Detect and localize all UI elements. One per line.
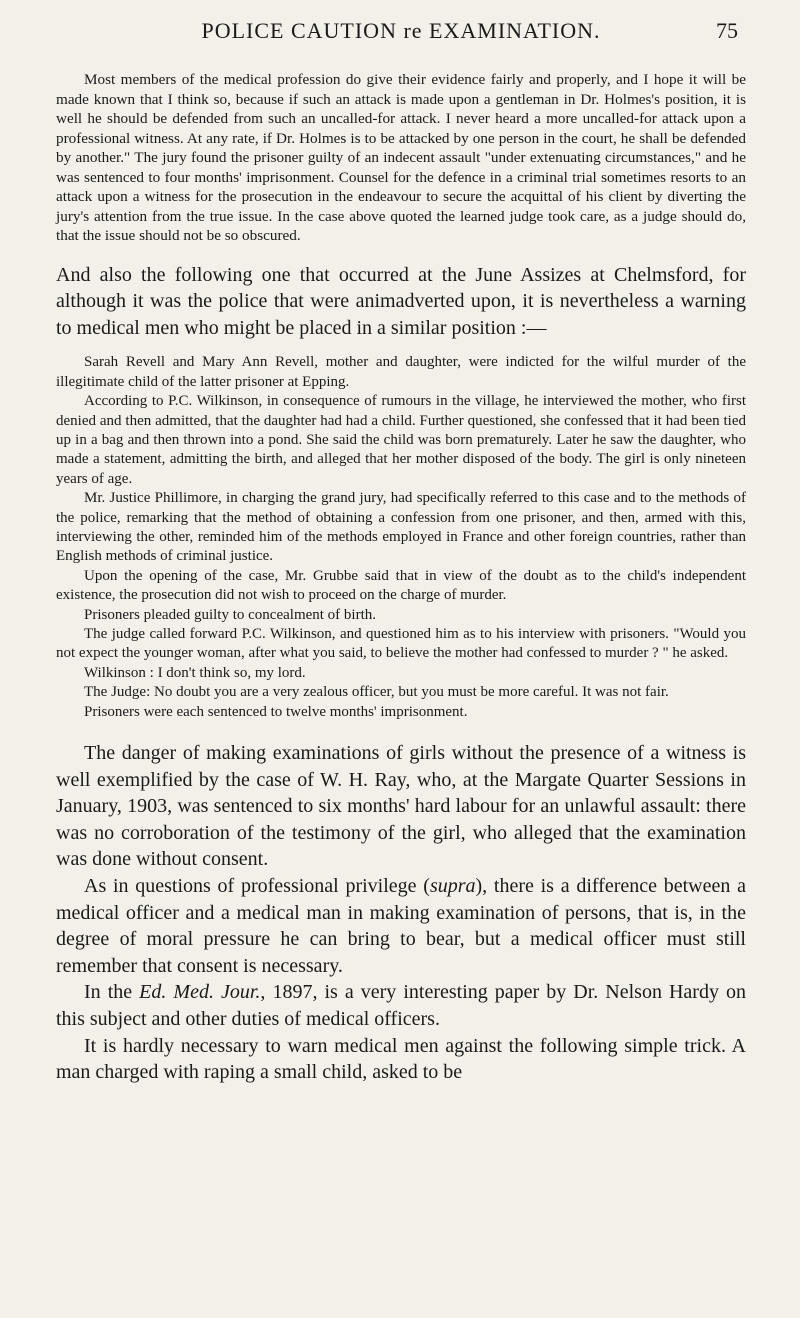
- quote-paragraph: Prisoners were each sentenced to twelve months' imprisonment.: [84, 703, 468, 720]
- paragraph-6: It is hardly necessary to warn medical men against the following simple trick. A man charged with raping a small child, asked to be: [56, 1034, 746, 1084]
- quote-paragraph: Prisoners pleaded guilty to concealment of birth.: [84, 606, 377, 623]
- quote-paragraph: Sarah Revell and Mary Ann Revell, mother and daughter, were indicted for the wilful murder of the illegitimate child of the latter prisoner at Epping.: [56, 354, 746, 390]
- paragraph-5: In the Ed. Med. Jour., 1897, is a very interesting paper by Dr. Nelson Hardy on this subject and other duties of medical officers.: [56, 981, 746, 1030]
- quote-paragraph: The judge called forward P.C. Wilkinson, and questioned him as to his interview with prisoners. "Would you not expect the younger woman, after what you said, to believe the mother had confessed to murder ? " he asked.: [56, 625, 746, 662]
- page-body: [56, 70, 746, 1086]
- quote-paragraph: Mr. Justice Phillimore, in charging the grand jury, had specifically referred to this case and to the methods of the police, remarking that the method of obtaining a confession from one prisoner, and then, armed with this, interviewing the other, reminded him of the methods employed in France and other foreign countries, rather than English methods of criminal justice.: [56, 490, 746, 565]
- paragraph-1: Most members of the medical profession do give their evidence fairly and properly, and I hope it will be made known that I think so, because if such an attack is made upon a gentleman in Dr. Holmes's position, it is well he should be defended from such an uncalled-for attack. I never heard a more uncalled-for attack upon a professional witness. At any rate, if Dr. Holmes is to be attacked by one person in the court, he shall be defended by another." The jury found the prisoner guilty of an indecent assault "under extenuating circumstances," and he was sentenced to four months' imprisonment. Counsel for the defence in a criminal trial sometimes resorts to an attack upon a witness for the prosecution in the endeavour to secure the acquittal of his client by diverting the jury's attention from the true issue. In the case above quoted the learned judge took care, as a judge should do, that the issue should not be so obscured.: [56, 71, 746, 244]
- quote-paragraph: Upon the opening of the case, Mr. Grubbe said that in view of the doubt as to the child's independent existence, the prosecution did not wish to proceed on the charge of murder.: [56, 567, 746, 604]
- running-title: POLICE CAUTION re EXAMINATION.: [201, 18, 601, 43]
- paragraph-3: The danger of making examinations of girls without the presence of a witness is well exemplified by the case of W. H. Ray, who, at the Margate Quarter Sessions in January, 1903, was sentenced to six months' hard labour for an unlawful assault: there was no corroboration of the testimony of the girl, who alleged that the examination was done without consent.: [56, 742, 746, 871]
- running-head: [56, 18, 746, 48]
- paragraph-4: As in questions of professional privilege (supra), there is a difference between a medical officer and a medical man in making examination of persons, that is, in the degree of moral pressure he can bring to bear, but a medical officer must still remember that consent is necessary.: [56, 874, 746, 977]
- paragraph-2: And also the following one that occurred at the June Assizes at Chelmsford, for although it was the police that were animadverted upon, it is nevertheless a warning to medical men who might be placed in a similar position :—: [56, 263, 746, 339]
- quote-paragraph: According to P.C. Wilkinson, in consequence of rumours in the village, he interviewed the mother, who first denied and then admitted, that the daughter had had a child. Further questioned, she confessed that it had been tied up in a bag and then thrown into a pond. She said the child was born prematurely. Later he saw the daughter, who made a statement, admitting the birth, and alleged that her mother disposed of the body. The girl is only nineteen years of age.: [56, 393, 746, 487]
- quote-paragraph: The Judge: No doubt you are a very zealous officer, but you must be more careful. It was not fair.: [84, 684, 669, 701]
- quoted-report: [56, 353, 746, 722]
- page-number: 75: [716, 18, 738, 43]
- quote-paragraph: Wilkinson : I don't think so, my lord.: [84, 664, 306, 681]
